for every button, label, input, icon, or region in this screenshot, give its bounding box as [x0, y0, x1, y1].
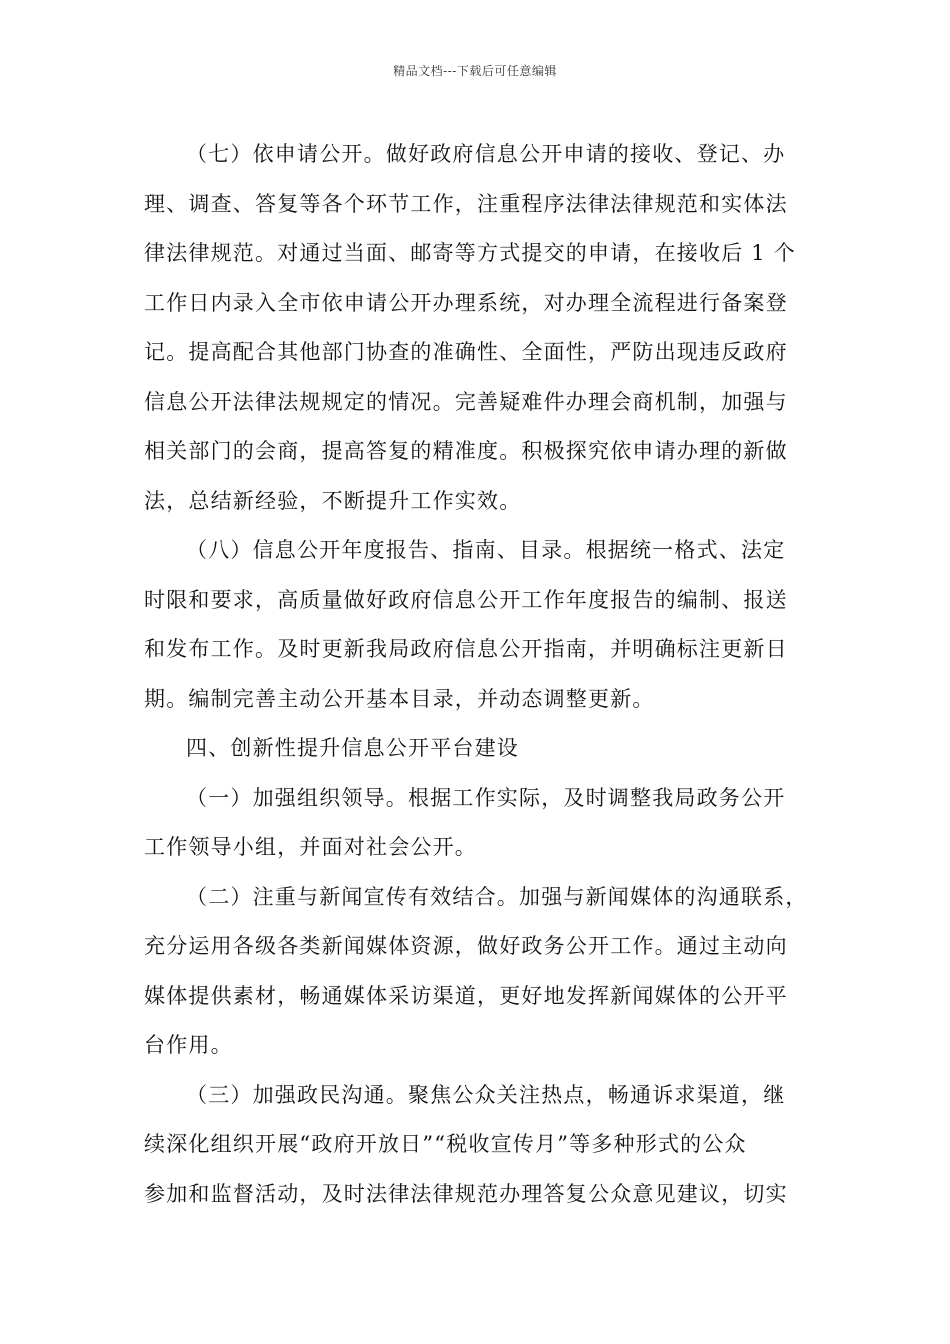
text-line: （三）加强政民沟通。聚焦公众关注热点，畅通诉求渠道，继 [186, 1082, 786, 1107]
text-line: 期。编制完善主动公开基本目录，并动态调整更新。 [144, 686, 655, 711]
page-header: 精品文档---下载后可任意编辑 [393, 64, 557, 78]
text-line: 相关部门的会商，提高答复的精准度。积极探究依申请办理的新做 [144, 439, 788, 463]
section-heading: 四、创新性提升信息公开平台建设 [186, 736, 519, 760]
text-line: 续深化组织开展“政府开放日”“税收宣传月”等多种形式的公众 [144, 1132, 747, 1156]
text-line: 工作领导小组，并面对社会公开。 [144, 835, 477, 859]
document-body [144, 130, 812, 1219]
text-line: 时限和要求，高质量做好政府信息公开工作年度报告的编制、报送 [144, 587, 788, 612]
text-line: 信息公开法律法规规定的情况。完善疑难件办理会商机制，加强与 [144, 389, 788, 414]
text-line: （八）信息公开年度报告、指南、目录。根据统一格式、法定 [186, 538, 786, 562]
text-line: 工作日内录入全市依申请公开办理系统，对办理全流程进行备案登 [144, 290, 788, 315]
text-line: 媒体提供素材，畅通媒体采访渠道，更好地发挥新闻媒体的公开平 [144, 983, 788, 1008]
text-line: 理、调查、答复等各个环节工作，注重程序法律法律规范和实体法 [144, 191, 788, 216]
text-line: 充分运用各级各类新闻媒体资源，做好政务公开工作。通过主动向 [144, 934, 788, 958]
text-line: 台作用。 [144, 1033, 233, 1057]
text-line: （一）加强组织领导。根据工作实际，及时调整我局政务公开 [186, 785, 786, 810]
text-line: 法，总结新经验，不断提升工作实效。 [144, 488, 522, 513]
text-line: （二）注重与新闻宣传有效结合。加强与新闻媒体的沟通联系， [186, 884, 808, 909]
text-line: （七）依申请公开。做好政府信息公开申请的接收、登记、办 [186, 142, 786, 166]
text-line: 律法律规范。对通过当面、邮寄等方式提交的申请，在接收后 1 个 [144, 241, 796, 265]
text-line: 和发布工作。及时更新我局政府信息公开指南，并明确标注更新日 [144, 637, 788, 661]
text-line: 参加和监督活动，及时法律法律规范办理答复公众意见建议，切实 [144, 1181, 788, 1206]
text-line: 记。提高配合其他部门协查的准确性、全面性，严防出现违反政府 [144, 340, 788, 364]
